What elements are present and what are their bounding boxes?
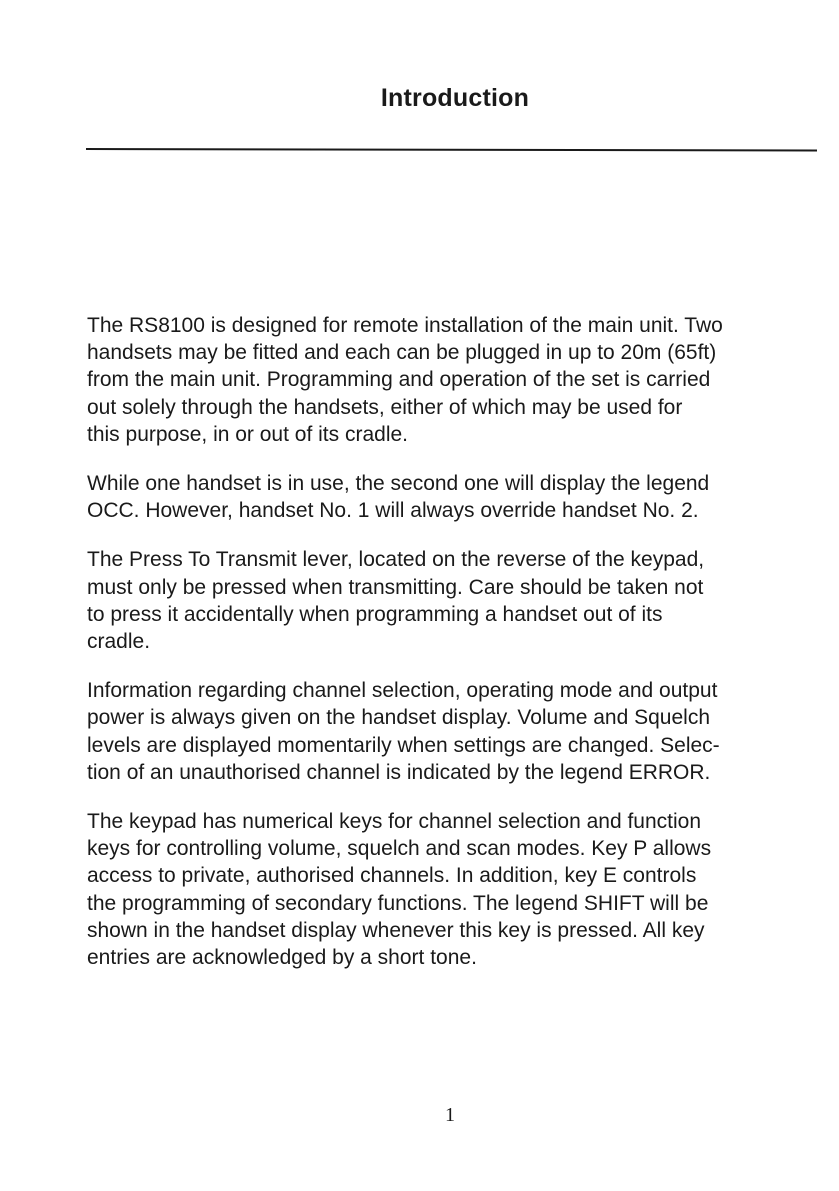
text-line: OCC. However, handset No. 1 will always override handset No. 2. [87,499,699,523]
body-text [87,312,819,993]
text-line: shown in the handset display whenever this key is pressed. All key [87,918,705,942]
text-line: The RS8100 is designed for remote installation of the main unit. Two [87,314,723,337]
text-line: entries are acknowledged by a short tone. [87,946,477,970]
text-line: keys for controlling volume, squelch and scan modes. Key P allows [87,837,712,861]
text-line: out solely through the handsets, either of which may be used for [87,395,683,419]
text-line: levels are displayed momentarily when settings are changed. Selec- [87,733,720,757]
text-line: The keypad has numerical keys for channel selection and function [87,810,702,834]
page-title: Introduction [380,84,530,112]
page-number: 1 [445,1104,455,1126]
text-line: access to private, authorised channels. In addition, key E controls [87,864,697,888]
text-line: While one handset is in use, the second one will display the legend [87,472,710,496]
paragraph-handset-display [87,677,819,786]
text-line: power is always given on the handset display. Volume and Squelch [87,706,710,730]
text-line: The Press To Transmit lever, located on the reverse of the keypad, [87,548,705,572]
paragraph-press-to-transmit [87,546,819,655]
text-line: Information regarding channel selection, operating mode and output [87,679,718,703]
text-line: handsets may be fitted and each can be plugged in up to 20m (65ft) [87,341,717,365]
text-line: cradle. [87,630,151,654]
text-line: the programming of secondary functions. The legend SHIFT will be [87,891,709,915]
text-line: tion of an unauthorised channel is indicated by the legend ERROR. [87,760,711,784]
text-line: this purpose, in or out of its cradle. [87,422,408,446]
text-line: must only be pressed when transmitting. Care should be taken not [87,575,704,599]
paragraph-keypad [87,808,819,971]
text-line: from the main unit. Programming and operation of the set is carried [87,368,711,392]
paragraph-occ-legend [87,470,819,524]
text-line: to press it accidentally when programming a handset out of its [87,602,663,626]
title-divider [86,148,817,152]
paragraph-remote-installation [87,312,819,448]
